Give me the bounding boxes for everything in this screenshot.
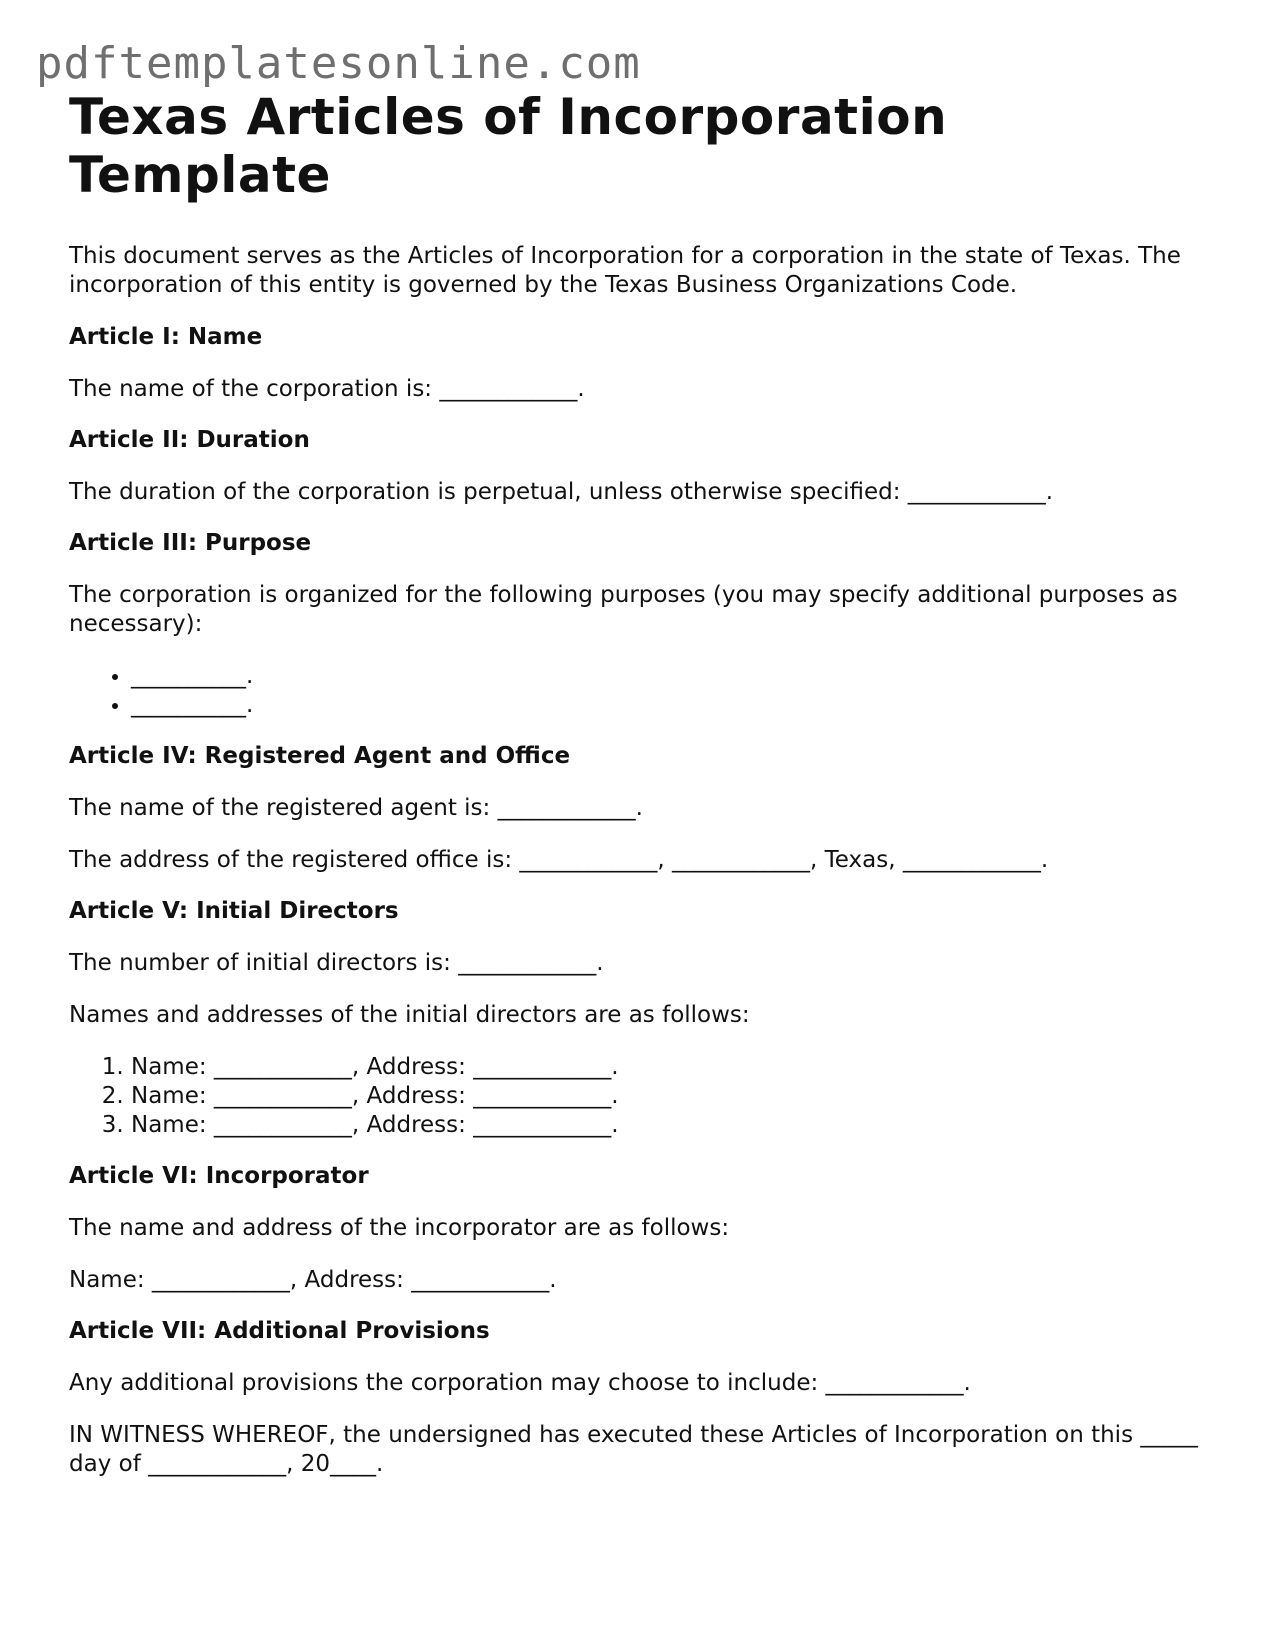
witness-text: IN WITNESS WHEREOF, the undersigned has executed these Articles of Incorporation on this _____ day of ____________, 20____. [69,1422,1198,1477]
director-item: 2. Name: ____________, Address: ____________. [131,1082,1219,1111]
registered-office-text: The address of the registered office is: ____________, ____________, Texas, ____________. [69,847,1049,873]
directors-list [69,1053,1219,1140]
purpose-item: • __________. [131,662,1219,691]
document [69,82,1219,1479]
incorporator-line: Name: ____________, Address: ____________. [69,1267,557,1293]
article-1-heading: Article I: Name [69,324,263,350]
document-title [69,88,1219,204]
article-7-heading: Article VII: Additional Provisions [69,1318,490,1344]
article-4-heading: Article IV: Registered Agent and Office [69,743,571,769]
article-5-heading: Article V: Initial Directors [69,898,399,924]
article-6-heading: Article VI: Incorporator [69,1163,369,1189]
additional-provisions-text: Any additional provisions the corporation may choose to include: ____________. [69,1370,971,1396]
article-2-heading: Article II: Duration [69,427,310,453]
registered-agent-text: The name of the registered agent is: ____________. [69,795,643,821]
director-count-text: The number of initial directors is: ____________. [69,950,604,976]
director-item: 1. Name: ____________, Address: ____________. [131,1053,1219,1082]
director-item: 3. Name: ____________, Address: ____________. [131,1111,1219,1140]
watermark: pdftemplatesonline.com [36,38,641,89]
article-3-text: The corporation is organized for the following purposes (you may specify additional purposes as necessary): [69,582,1178,637]
title-line-2: Template [69,146,331,204]
incorporator-intro-text: The name and address of the incorporator are as follows: [69,1215,730,1241]
article-3-heading: Article III: Purpose [69,530,312,556]
directors-intro-text: Names and addresses of the initial directors are as follows: [69,1002,750,1028]
title-line-1: Texas Articles of Incorporation [69,88,948,146]
purpose-item: • __________. [131,691,1219,720]
purpose-list [69,662,1219,720]
article-1-text: The name of the corporation is: ____________. [69,376,585,402]
intro-paragraph: This document serves as the Articles of Incorporation for a corporation in the state of Texas. The incorporation of this entity is governed by the Texas Business Organizations Code. [69,243,1181,298]
article-2-text: The duration of the corporation is perpetual, unless otherwise specified: ____________. [69,479,1054,505]
